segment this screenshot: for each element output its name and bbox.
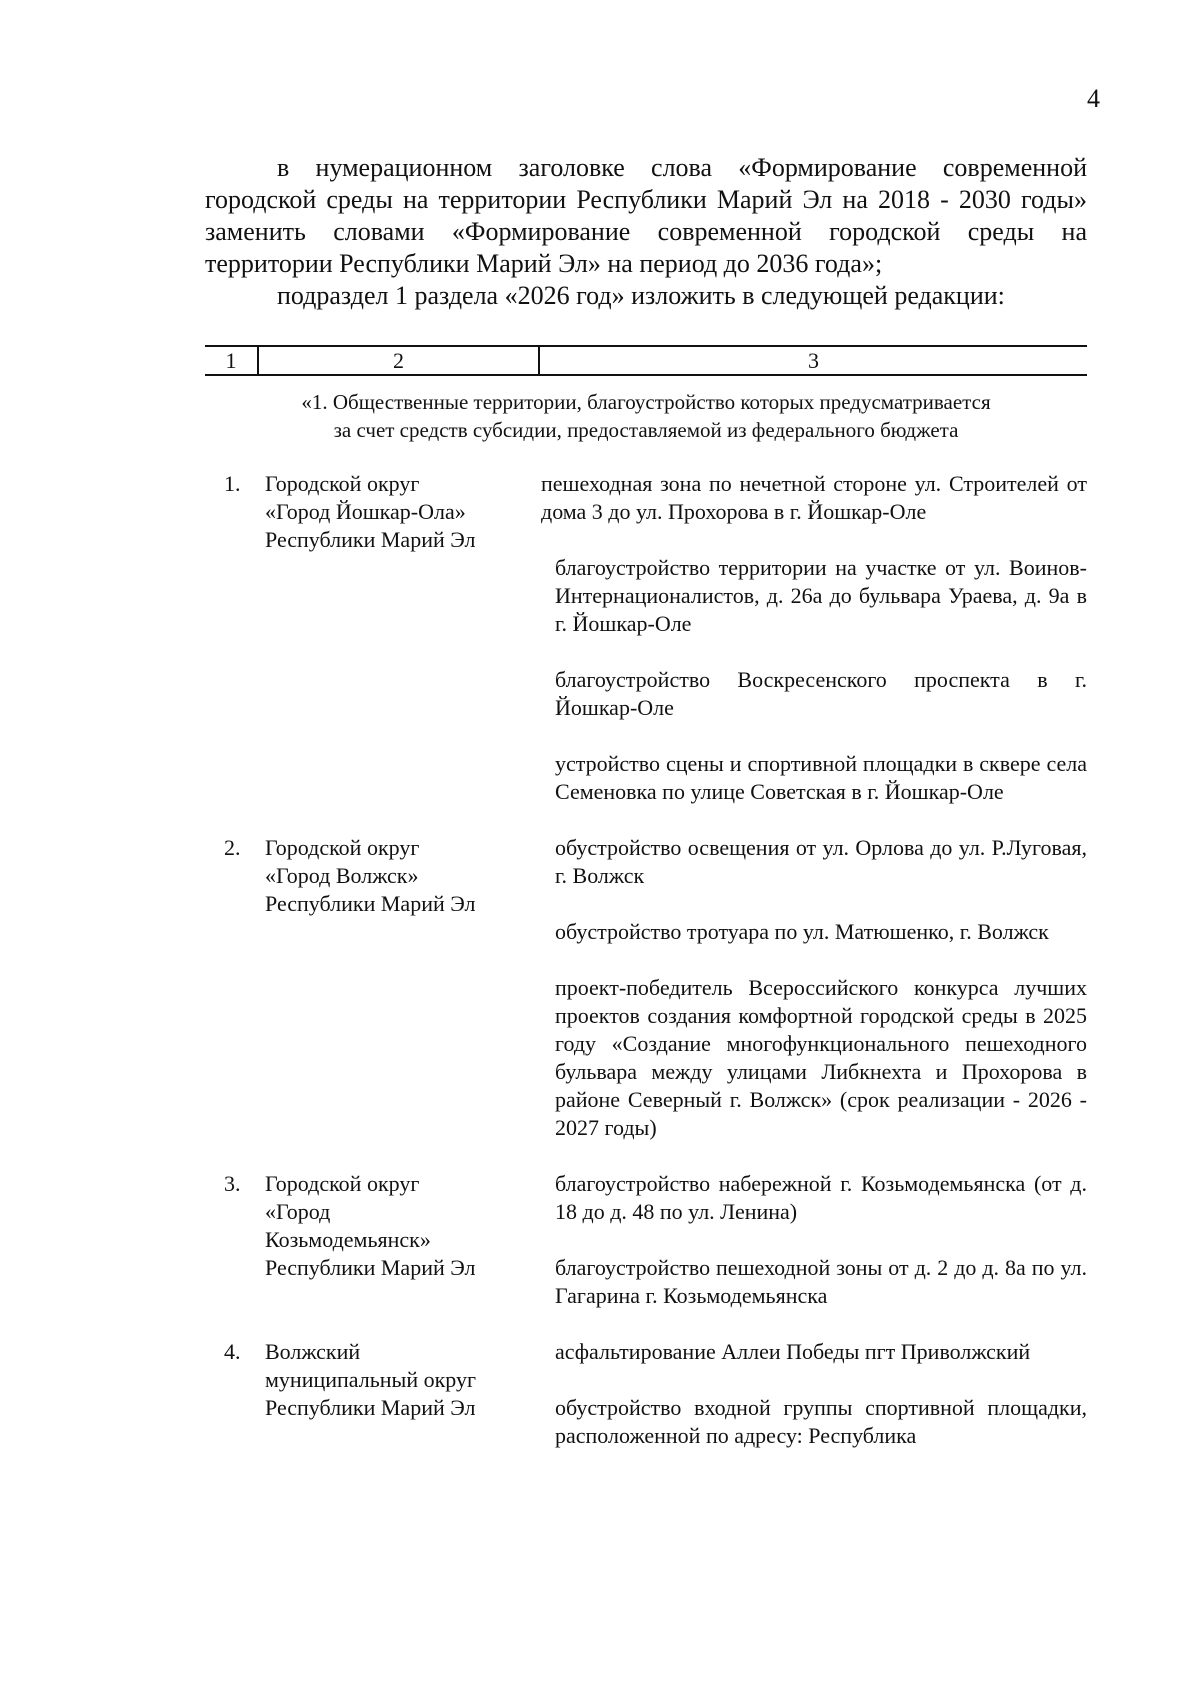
table-row (205, 834, 1087, 1142)
object-text: благоустройство пешеходной зоны от д. 2 до д. 8а по ул. Гагарина г. Козьмодемьянска (555, 1255, 1087, 1308)
object-text: обустройство входной группы спортивной площадки, расположенной по адресу: Республика (555, 1395, 1087, 1448)
object-item (555, 1254, 1087, 1310)
object-text: обустройство тротуара по ул. Матюшенко, г. Волжск (555, 919, 1049, 944)
territory-table (205, 470, 1087, 1450)
object-text: благоустройство территории на участке от ул. Воинов-Интернационалистов, д. 26а до бульвара Ураева, д. 9а в г. Йошкар-Оле (555, 555, 1087, 636)
municipality-name: Городской округ «Город Волжск» Республики Марий Эл (265, 835, 476, 916)
section-title-line-2: за счет средств субсидии, предоставляемой из федерального бюджета (333, 418, 959, 442)
municipality-name: Городской округ «Город Козьмодемьянск» Республики Марий Эл (265, 1171, 476, 1280)
object-item (541, 470, 1087, 526)
object-text: обустройство освещения от ул. Орлова до ул. Р.Луговая, г. Волжск (555, 835, 1087, 888)
intro-text (205, 152, 1087, 312)
object-list (555, 834, 1087, 1142)
table-header-col-3: 3 (808, 348, 819, 373)
object-item (555, 750, 1087, 806)
section-title (205, 388, 1087, 444)
object-text: благоустройство набережной г. Козьмодемьянска (от д. 18 до д. 48 по ул. Ленина) (555, 1171, 1087, 1224)
intro-paragraph-1: в нумерационном заголовке слова «Формирование современной городской среды на территории Республики Марий Эл на 2018 - 2030 годы» заменить словами «Формирование современной городской среды на территории Республики Марий Эл» на период до 2036 года»; (205, 153, 1087, 278)
table-header (205, 345, 1087, 376)
object-text: проект-победитель Всероссийского конкурса лучших проектов создания комфортной городской среды в 2025 году «Создание многофункционального пешеходного бульвара между улицами Либкнехта и Прохорова в районе Северный г. Волжск» (срок реализации - 2026 - 2027 годы) (555, 975, 1087, 1140)
row-number: 4. (224, 1339, 241, 1364)
object-item (555, 1394, 1087, 1450)
object-list (555, 1338, 1087, 1450)
table-header-col-2: 2 (259, 347, 540, 374)
table-header-col-1: 1 (205, 347, 259, 374)
object-text: устройство сцены и спортивной площадки в сквере села Семеновка по улице Советская в г. Йошкар-Оле (555, 751, 1087, 804)
row-number: 2. (224, 835, 241, 860)
table-row (205, 1338, 1087, 1450)
object-item (555, 554, 1087, 638)
table-row (205, 1170, 1087, 1310)
object-text: благоустройство Воскресенского проспекта в г. Йошкар-Оле (555, 667, 1087, 720)
object-list (555, 1170, 1087, 1310)
page-number: 4 (1087, 84, 1100, 113)
row-number: 3. (224, 1171, 241, 1196)
object-item (555, 974, 1087, 1142)
object-item (555, 1338, 1087, 1366)
object-text: асфальтирование Аллеи Победы пгт Приволжский (555, 1339, 1031, 1364)
row-number: 1. (224, 471, 241, 496)
object-item (555, 918, 1087, 946)
object-item (555, 666, 1087, 722)
municipality-name: Волжский муниципальный округ Республики Марий Эл (265, 1339, 477, 1420)
object-item (555, 1170, 1087, 1226)
table-row (205, 470, 1087, 806)
municipality-name: Городской округ «Город Йошкар-Ола» Республики Марий Эл (265, 471, 476, 552)
object-list (541, 470, 1087, 806)
section-title-line-1: «1. Общественные территории, благоустройство которых предусматривается (301, 390, 991, 414)
object-item (555, 834, 1087, 890)
object-text: пешеходная зона по нечетной стороне ул. Строителей от дома 3 до ул. Прохорова в г. Йошкар-Оле (541, 471, 1087, 524)
intro-paragraph-2: подраздел 1 раздела «2026 год» изложить в следующей редакции: (277, 281, 1005, 310)
